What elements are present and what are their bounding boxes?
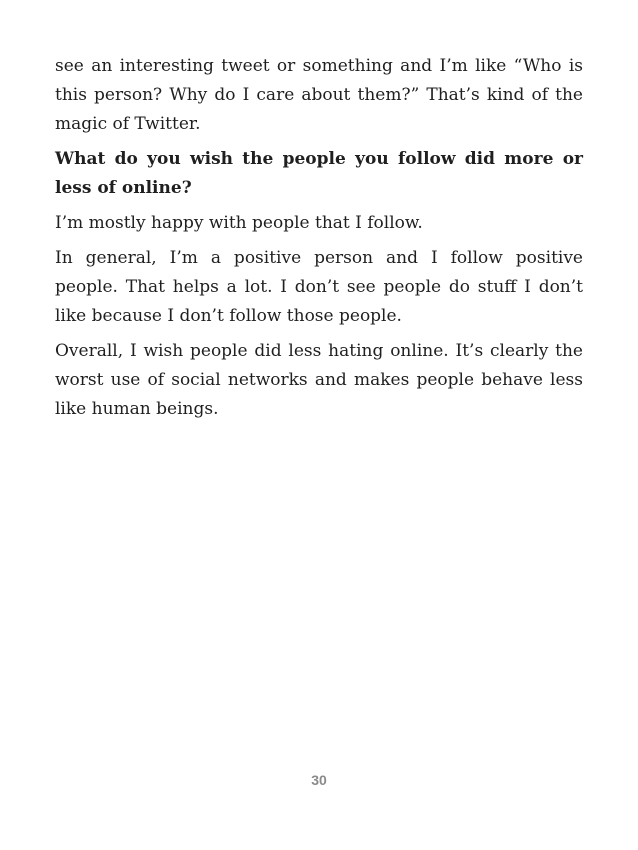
question-heading: What do you wish the people you follow did more or less of online? [55, 149, 583, 198]
answer-paragraph: I’m mostly happy with people that I follow. [55, 213, 423, 233]
answer-paragraph: Overall, I wish people did less hating online. It’s clearly the worst use of social networks and makes people behave less like human beings. [55, 341, 583, 419]
page-number: 30 [311, 772, 327, 788]
answer-paragraph: see an interesting tweet or something and I’m like “Who is this person? Why do I care about them?” That’s kind of the magic of Twitter. [55, 56, 583, 134]
answer-paragraph: In general, I’m a positive person and I follow positive people. That helps a lot. I don’t see people do stuff I don’t like because I don’t follow those people. [55, 248, 583, 326]
page-body [55, 52, 583, 430]
